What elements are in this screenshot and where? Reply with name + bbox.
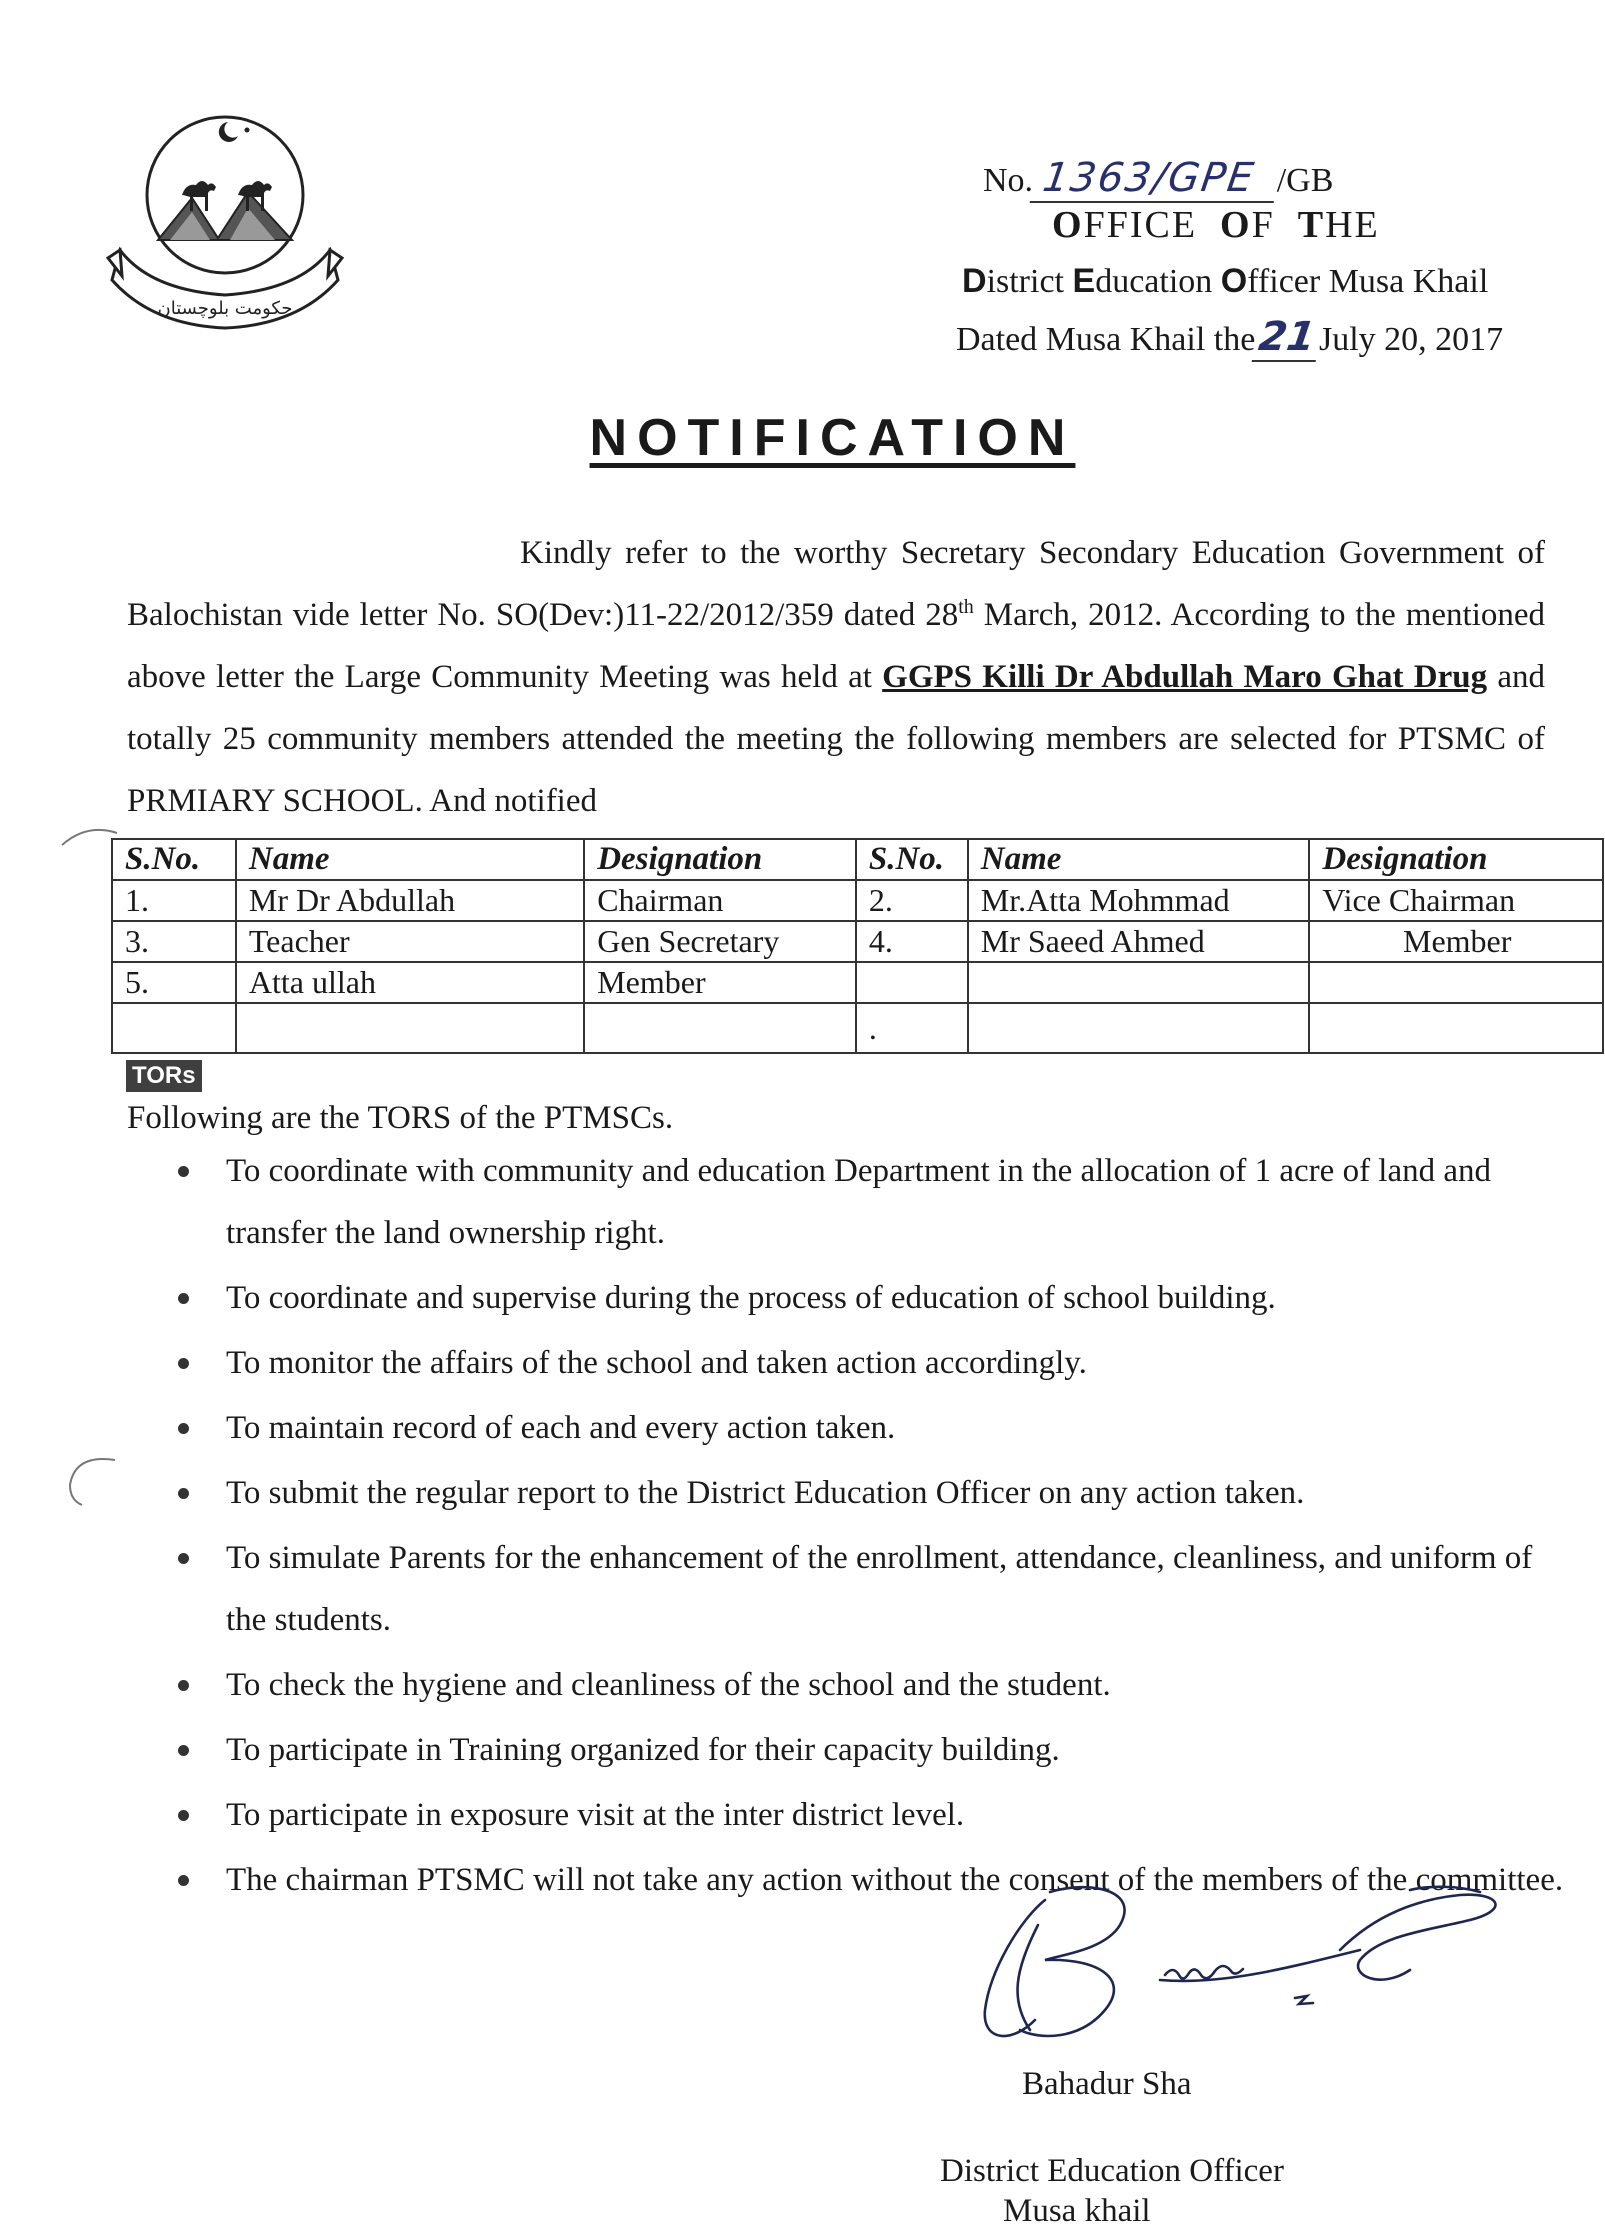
list-item: To check the hygiene and cleanliness of the school and the student. <box>170 1654 1570 1716</box>
table-header-row <box>112 839 1603 880</box>
notification-title: NOTIFICATION <box>589 409 1076 467</box>
col-header-designation-2: Designation <box>1309 839 1603 880</box>
reference-number-line <box>983 155 1333 203</box>
emblem-caption: حکومت بلوچستان <box>157 298 293 319</box>
tors-list <box>170 1140 1570 1914</box>
table-cell: Member <box>1309 921 1603 962</box>
table-cell: 5. <box>112 962 236 1003</box>
table-row <box>112 921 1603 962</box>
signatory-title: District Education Officer <box>940 2153 1284 2189</box>
district-education-officer-heading: District Education Officer Musa Khail <box>962 262 1489 300</box>
table-cell <box>856 962 968 1003</box>
office-of-the-heading: OFFICE OF THE <box>1052 204 1380 246</box>
list-item: To participate in Training organized for their capacity building. <box>170 1719 1570 1781</box>
list-item: To maintain record of each and every action taken. <box>170 1397 1570 1459</box>
punch-hole-mark-icon <box>60 815 120 855</box>
balochistan-government-emblem-icon <box>100 100 350 350</box>
table-cell: Chairman <box>584 880 856 921</box>
table-cell <box>112 1003 236 1053</box>
list-item: To coordinate with community and education Department in the allocation of 1 acre of land and transfer the land ownership right. <box>170 1140 1570 1264</box>
list-item: To monitor the affairs of the school and taken action accordingly. <box>170 1332 1570 1394</box>
col-header-name-2: Name <box>968 839 1310 880</box>
list-item: To coordinate and supervise during the process of education of school building. <box>170 1267 1570 1329</box>
tors-intro: Following are the TORS of the PTMSCs. <box>127 1100 674 1136</box>
handwritten-signature <box>940 1880 1590 2060</box>
table-cell <box>1309 1003 1603 1053</box>
table-cell: 4. <box>856 921 968 962</box>
signatory-place: Musa khail <box>1003 2193 1151 2229</box>
ref-prefix: No. <box>983 162 1034 199</box>
school-name: GGPS Killi Dr Abdullah Maro Ghat Drug <box>882 659 1488 695</box>
table-cell <box>968 1003 1310 1053</box>
table-row <box>112 1003 1603 1053</box>
table-cell: Gen Secretary <box>584 921 856 962</box>
list-item: To simulate Parents for the enhancement of the enrollment, attendance, cleanliness, and uniform of the students. <box>170 1527 1570 1651</box>
dated-line: Dated Musa Khail the21July 20, 2017 <box>956 314 1504 360</box>
ref-number-handwritten: 1363/GPE <box>1030 155 1280 203</box>
intro-paragraph: Kindly refer to the worthy Secretary Secondary Education Government of Balochistan vide letter No. SO(Dev:)11-22/2012/359 dated 28th March, 2012. According to the mentioned above letter the Large Community Meeting was held at GGPS Killi Dr Abdullah Maro Ghat Drug and totally 25 community members attended the meeting the following members are selected for PTSMC of PRMIARY SCHOOL. And notified <box>127 535 1546 819</box>
table-cell: Mr.Atta Mohmmad <box>968 880 1310 921</box>
tors-label: TORs <box>126 1060 202 1092</box>
ref-suffix: /GB <box>1276 162 1334 199</box>
table-cell <box>584 1003 856 1053</box>
table-cell: Atta ullah <box>236 962 584 1003</box>
col-header-sno-2: S.No. <box>856 839 968 880</box>
table-cell: 2. <box>856 880 968 921</box>
table-cell: 1. <box>112 880 236 921</box>
table-cell: 3. <box>112 921 236 962</box>
table-cell: Mr Dr Abdullah <box>236 880 584 921</box>
table-cell: . <box>856 1003 968 1053</box>
table-row <box>112 962 1603 1003</box>
col-header-name: Name <box>236 839 584 880</box>
list-item: The chairman PTSMC will not take any action without the consent of the members of the committee. <box>170 1849 1570 1911</box>
table-cell: Teacher <box>236 921 584 962</box>
table-cell: Member <box>584 962 856 1003</box>
list-item: To participate in exposure visit at the inter district level. <box>170 1784 1570 1846</box>
table-cell: Vice Chairman <box>1309 880 1603 921</box>
signatory-name: Bahadur Sha <box>1022 2066 1192 2102</box>
punch-hole-mark-icon <box>60 1450 130 1510</box>
table-cell: Mr Saeed Ahmed <box>968 921 1310 962</box>
table-cell <box>236 1003 584 1053</box>
list-item: To submit the regular report to the District Education Officer on any action taken. <box>170 1462 1570 1524</box>
table-cell <box>968 962 1310 1003</box>
table-cell <box>1309 962 1603 1003</box>
ptsmc-members-table <box>111 838 1604 1054</box>
table-row <box>112 880 1603 921</box>
col-header-sno: S.No. <box>112 839 236 880</box>
date-day-handwritten: 21 <box>1252 314 1322 362</box>
col-header-designation: Designation <box>584 839 856 880</box>
